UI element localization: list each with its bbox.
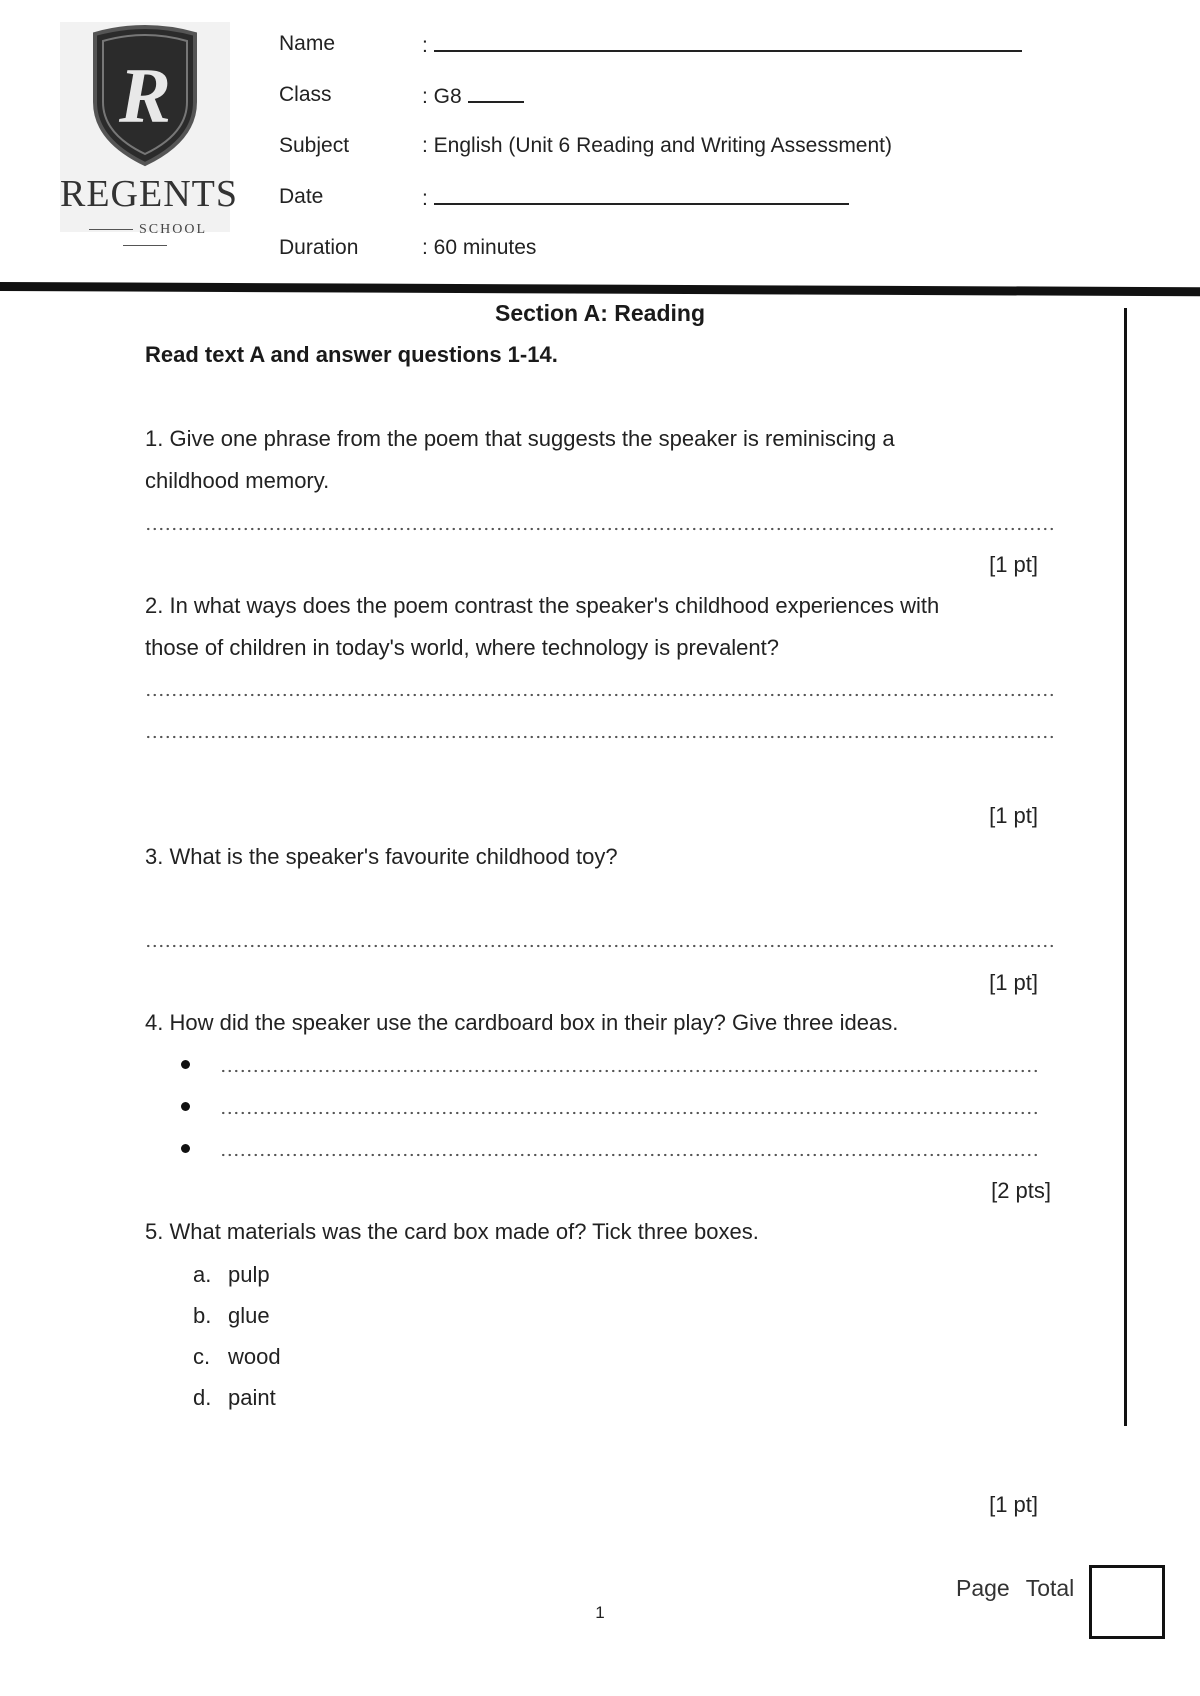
points-label: [1 pt] <box>989 1492 1038 1517</box>
answer-line[interactable] <box>220 1150 1037 1160</box>
page-total-box[interactable] <box>1089 1565 1165 1639</box>
date-label: Date <box>279 185 324 208</box>
option-letter: c. <box>193 1344 211 1369</box>
answer-line[interactable] <box>145 732 1055 742</box>
option-wood[interactable]: wood <box>228 1344 281 1369</box>
bullet <box>181 1102 190 1111</box>
points-label: [2 pts] <box>991 1178 1051 1203</box>
option-glue[interactable]: glue <box>228 1303 270 1328</box>
answer-line[interactable] <box>220 1066 1037 1076</box>
svg-text:R: R <box>118 52 172 139</box>
instruction: Read text A and answer questions 1-14. <box>145 342 558 367</box>
points-label: [1 pt] <box>989 552 1038 577</box>
section-title: Section A: Reading <box>495 300 705 326</box>
margin-rule <box>1124 308 1127 1426</box>
page-total-label: Page Total <box>956 1575 1075 1601</box>
question-3: 3. What is the speaker's favourite childhood toy? <box>145 844 618 869</box>
answer-line[interactable] <box>145 524 1055 534</box>
name-label: Name <box>279 32 336 55</box>
question-4: 4. How did the speaker use the cardboard box in their play? Give three ideas. <box>145 1010 899 1035</box>
option-pulp[interactable]: pulp <box>228 1262 270 1287</box>
option-letter: b. <box>193 1303 212 1328</box>
bullet <box>181 1060 190 1069</box>
option-letter: a. <box>193 1262 212 1287</box>
name-field: : <box>422 32 1022 58</box>
answer-line[interactable] <box>145 941 1055 951</box>
duration-value: : 60 minutes <box>422 236 537 259</box>
logo-subtitle: SCHOOL <box>65 222 225 254</box>
question-1: 1. Give one phrase from the poem that suggests the speaker is reminiscing a childhood memory. <box>145 426 895 493</box>
question-5: 5. What materials was the card box made of? Tick three boxes. <box>145 1219 759 1244</box>
logo-wordmark: REGENTS <box>60 173 238 215</box>
answer-line[interactable] <box>220 1108 1037 1118</box>
points-label: [1 pt] <box>989 970 1038 995</box>
duration-label: Duration <box>279 236 359 259</box>
class-label: Class <box>279 83 332 106</box>
answer-line[interactable] <box>145 690 1055 700</box>
school-logo <box>60 22 238 237</box>
page-number: 1 <box>595 1603 605 1622</box>
shield-icon <box>60 22 230 172</box>
points-label: [1 pt] <box>989 803 1038 828</box>
date-field: : <box>422 185 849 211</box>
subject-value: : English (Unit 6 Reading and Writing Assessment) <box>422 134 892 157</box>
header-divider <box>0 282 1200 296</box>
subject-label: Subject <box>279 134 350 157</box>
class-field: : G8 <box>422 83 524 109</box>
option-paint[interactable]: paint <box>228 1385 276 1410</box>
question-2: 2. In what ways does the poem contrast the speaker's childhood experiences with those of children in today's world, where technology is prevalent? <box>145 593 940 660</box>
option-letter: d. <box>193 1385 212 1410</box>
bullet <box>181 1144 190 1153</box>
